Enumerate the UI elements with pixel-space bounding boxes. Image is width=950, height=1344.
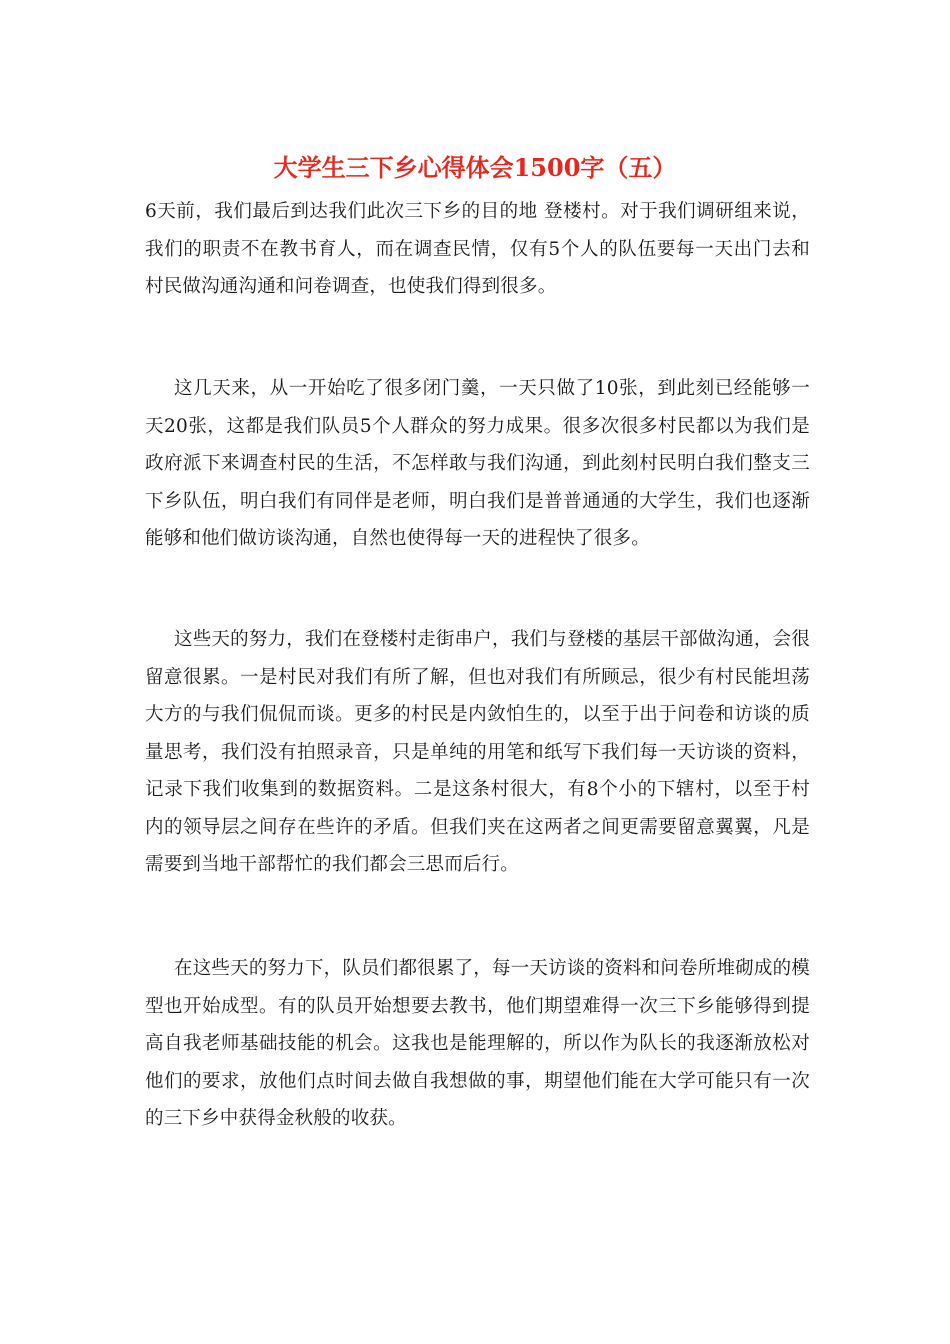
- paragraph-4: 在这些天的努力下，队员们都很累了，每一天访谈的资料和问卷所堆砌成的模型也开始成型。有的队员开始想要去教书，他们期望难得一次三下乡能够得到提高自我老师基础技能的机会。这我也是能理解的，所以作为队长的我逐渐放松对他们的要求，放他们点时间去做自我想做的事，期望他们能在大学可能只有一次的三下乡中获得金秋般的收获。: [145, 958, 810, 1129]
- paragraph-3: 这些天的努力，我们在登楼村走街串户，我们与登楼的基层干部做沟通，会很留意很累。一是村民对我们有所了解，但也对我们有所顾忌，很少有村民能坦荡大方的与我们侃侃而谈。更多的村民是内敛怕生的，以至于出于问卷和访谈的质量思考，我们没有拍照录音，只是单纯的用笔和纸写下我们每一天访谈的资料，记录下我们收集到的数据资料。二是这条村很大，有8个小的下辖村，以至于村内的领导层之间存在些许的矛盾。但我们夹在这两者之间更需要留意翼翼，凡是需要到当地干部帮忙的我们都会三思而后行。: [145, 629, 810, 875]
- paragraph-2: 这几天来，从一开始吃了很多闭门羹，一天只做了10张，到此刻已经能够一天20张，这都是我们队员5个人群众的努力成果。很多次很多村民都以为我们是政府派下来调查村民的生活，不怎样敢与我们沟通，到此刻村民明白我们整支三下乡队伍，明白我们有同伴是老师，明白我们是普普通通的大学生，我们也逐渐能够和他们做访谈沟通，自然也使得每一天的进程快了很多。: [145, 378, 810, 549]
- document-title: 大学生三下乡心得体会1500字（五）: [273, 153, 677, 182]
- paragraph-1: 6天前，我们最后到达我们此次三下乡的目的地 登楼村。对于我们调研组来说，我们的职责不在教书育人，而在调查民情，仅有5个人的队伍要每一天出门去和村民做沟通沟通和问卷调查，也使我们得到很多。: [145, 201, 810, 297]
